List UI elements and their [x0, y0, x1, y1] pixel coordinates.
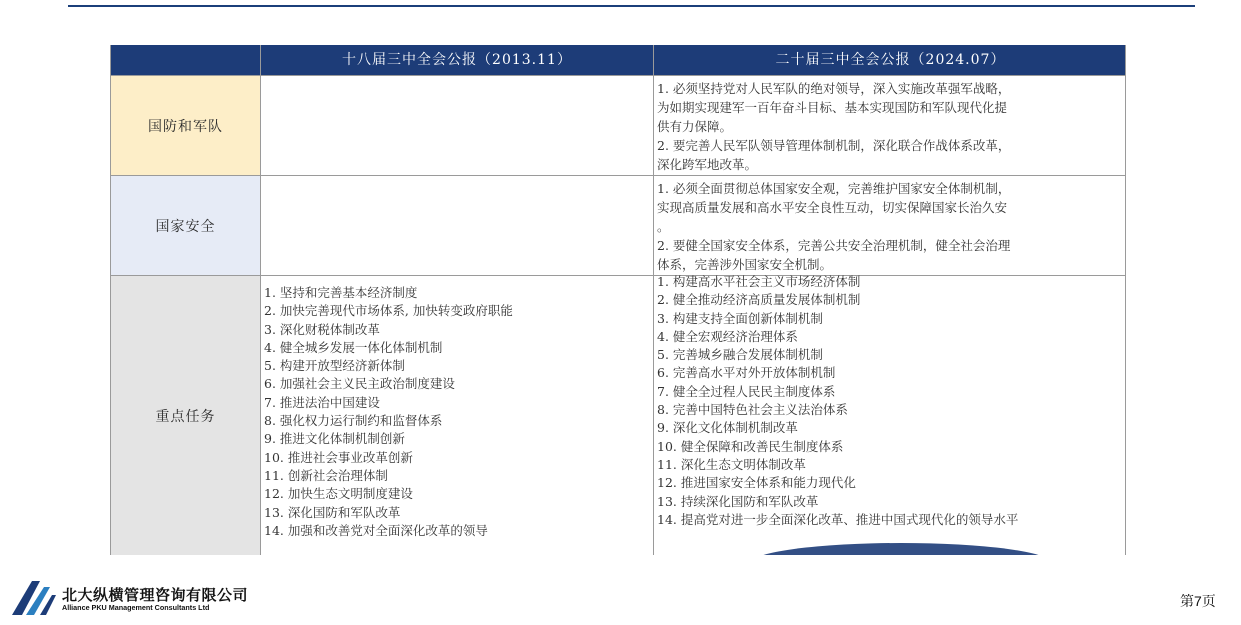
- column-divider: [653, 45, 654, 555]
- row-divider: [111, 175, 1126, 176]
- text-line: 2. 要健全国家安全体系，完善公共安全治理机制，健全社会治理: [657, 238, 1011, 253]
- top-rule: [68, 5, 1195, 7]
- list-item: 8. 强化权力运行制约和监督体系: [264, 413, 443, 429]
- list-item: 11. 深化生态文明体制改革: [657, 456, 806, 472]
- list-item: 5. 完善城乡融合发展体制机制: [657, 347, 823, 363]
- list-item: 5. 构建开放型经济新体制: [264, 358, 405, 374]
- list-item: 12. 加快生态文明制度建设: [264, 486, 413, 502]
- list-item: 9. 深化文化体制机制改革: [657, 420, 798, 436]
- text-line: 供有力保障。: [657, 119, 733, 134]
- header-2013-column: 十八届三中全会公报（2013.11）: [261, 45, 653, 75]
- security-2024-cell: [655, 179, 1125, 274]
- key-tasks-2024-list: [655, 273, 1125, 529]
- list-item: 10. 健全保障和改善民生制度体系: [657, 438, 844, 454]
- company-name-cn: 北大纵横管理咨询有限公司: [62, 587, 249, 604]
- page-number: 第7页: [1180, 593, 1216, 609]
- list-item: 7. 推进法治中国建设: [264, 394, 380, 410]
- list-item: 11. 创新社会治理体制: [264, 467, 388, 483]
- defense-2024-cell: [655, 79, 1125, 174]
- text-line: 1. 必须坚持党对人民军队的绝对领导，深入实施改革强军战略，: [657, 81, 1011, 96]
- row-label-key-tasks: 重点任务: [111, 276, 260, 555]
- text-line: 。: [657, 219, 670, 234]
- text-line: 体系，完善涉外国家安全机制。: [657, 257, 833, 272]
- decorative-arc: [751, 543, 1051, 555]
- list-item: 4. 健全宏观经济治理体系: [657, 328, 798, 344]
- list-item: 7. 健全全过程人民民主制度体系: [657, 383, 836, 399]
- list-item: 1. 构建高水平社会主义市场经济体制: [657, 274, 861, 289]
- list-item: 3. 构建支持全面创新体制机制: [657, 310, 823, 326]
- key-tasks-2013-list: [262, 284, 652, 540]
- list-item: 3. 深化财税体制改革: [264, 321, 380, 337]
- text-line: 实现高质量发展和高水平安全良性互动，切实保障国家长治久安: [657, 200, 1008, 215]
- row-label-defense: 国防和军队: [111, 76, 260, 175]
- text-line: 2. 要完善人民军队领导管理体制机制，深化联合作战体系改革，: [657, 138, 1011, 153]
- row-divider: [111, 75, 1126, 76]
- header-2024-column: 二十届三中全会公报（2024.07）: [654, 45, 1126, 75]
- list-item: 2. 健全推动经济高质量发展体制机制: [657, 292, 861, 308]
- list-item: 4. 健全城乡发展一体化体制机制: [264, 339, 443, 355]
- text-line: 1. 必须全面贯彻总体国家安全观，完善维护国家安全体制机制，: [657, 181, 1011, 196]
- text-line: 深化跨军地改革。: [657, 157, 758, 172]
- list-item: 10. 推进社会事业改革创新: [264, 449, 413, 465]
- list-item: 8. 完善中国特色社会主义法治体系: [657, 402, 848, 418]
- list-item: 6. 完善高水平对外开放体制机制: [657, 365, 836, 381]
- comparison-table: [110, 45, 1126, 555]
- row-label-security: 国家安全: [111, 176, 260, 275]
- list-item: 13. 持续深化国防和军队改革: [657, 493, 819, 509]
- list-item: 1. 坚持和完善基本经济制度: [264, 285, 418, 300]
- list-item: 12. 推进国家安全体系和能力现代化: [657, 475, 856, 491]
- company-logo-icon: [10, 577, 58, 617]
- column-divider: [260, 45, 261, 555]
- list-item: 2. 加快完善现代市场体系, 加快转变政府职能: [264, 303, 513, 319]
- list-item: 13. 深化国防和军队改革: [264, 504, 401, 520]
- list-item: 14. 加强和改善党对全面深化改革的领导: [264, 522, 488, 538]
- text-line: 为如期实现建军一百年奋斗目标、基本实现国防和军队现代化提: [657, 100, 1008, 115]
- company-name-en: Alliance PKU Management Consultants Ltd: [62, 603, 210, 612]
- list-item: 6. 加强社会主义民主政治制度建设: [264, 376, 455, 392]
- list-item: 14. 提高党对进一步全面深化改革、推进中国式现代化的领导水平: [657, 511, 1019, 527]
- header-blank-cell: [111, 45, 260, 75]
- list-item: 9. 推进文化体制机制创新: [264, 431, 405, 447]
